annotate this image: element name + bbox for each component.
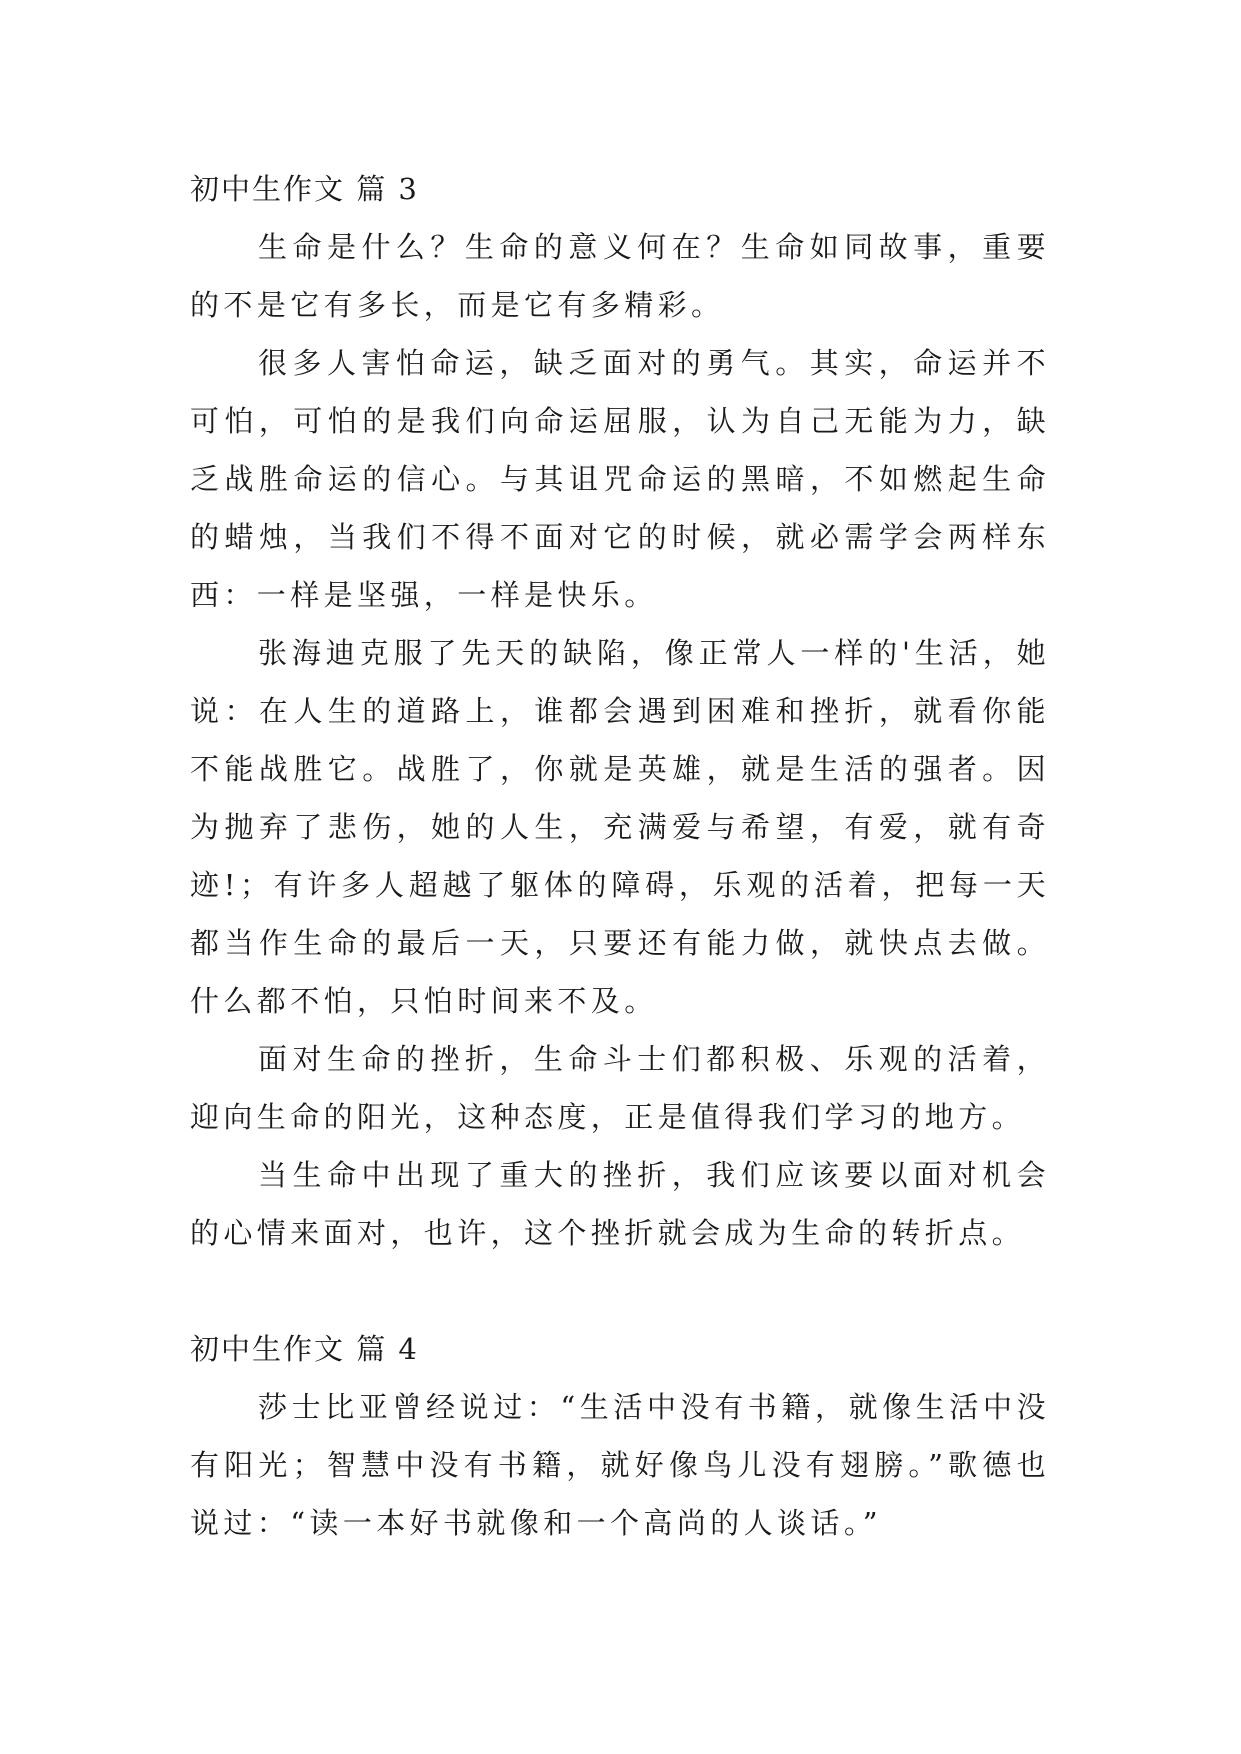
paragraph: 莎士比亚曾经说过：“生活中没有书籍，就像生活中没有阳光；智慧中没有书籍，就好像鸟儿没有翅膀。”歌德也说过：“读一本好书就像和一个高尚的人谈话。” — [190, 1390, 1050, 1540]
essay-title: 初中生作文 篇 4 — [190, 1332, 419, 1366]
essay-section-3 — [190, 160, 1050, 1262]
paragraph: 很多人害怕命运，缺乏面对的勇气。其实，命运并不可怕，可怕的是我们向命运屈服，认为自己无能为力，缺乏战胜命运的信心。与其诅咒命运的黑暗，不如燃起生命的蜡烛，当我们不得不面对它的时候，就必需学会两样东西：一样是坚强，一样是快乐。 — [190, 346, 1050, 612]
document-body — [190, 160, 1050, 1552]
paragraph: 张海迪克服了先天的缺陷，像正常人一样的'生活，她说：在人生的道路上，谁都会遇到困难和挫折，就看你能不能战胜它。战胜了，你就是英雄，就是生活的强者。因为抛弃了悲伤，她的人生，充满爱与希望，有爱，就有奇迹!；有许多人超越了躯体的障碍，乐观的活着，把每一天都当作生命的最后一天，只要还有能力做，就快点去做。什么都不怕，只怕时间来不及。 — [190, 636, 1050, 1018]
paragraph: 面对生命的挫折，生命斗士们都积极、乐观的活着，迎向生命的阳光，这种态度，正是值得我们学习的地方。 — [190, 1042, 1050, 1134]
paragraph: 生命是什么？生命的意义何在？生命如同故事，重要的不是它有多长，而是它有多精彩。 — [190, 230, 1050, 322]
essay-title: 初中生作文 篇 3 — [190, 172, 419, 206]
paragraph: 当生命中出现了重大的挫折，我们应该要以面对机会的心情来面对，也许，这个挫折就会成为生命的转折点。 — [190, 1158, 1050, 1250]
essay-section-4 — [190, 1320, 1050, 1552]
